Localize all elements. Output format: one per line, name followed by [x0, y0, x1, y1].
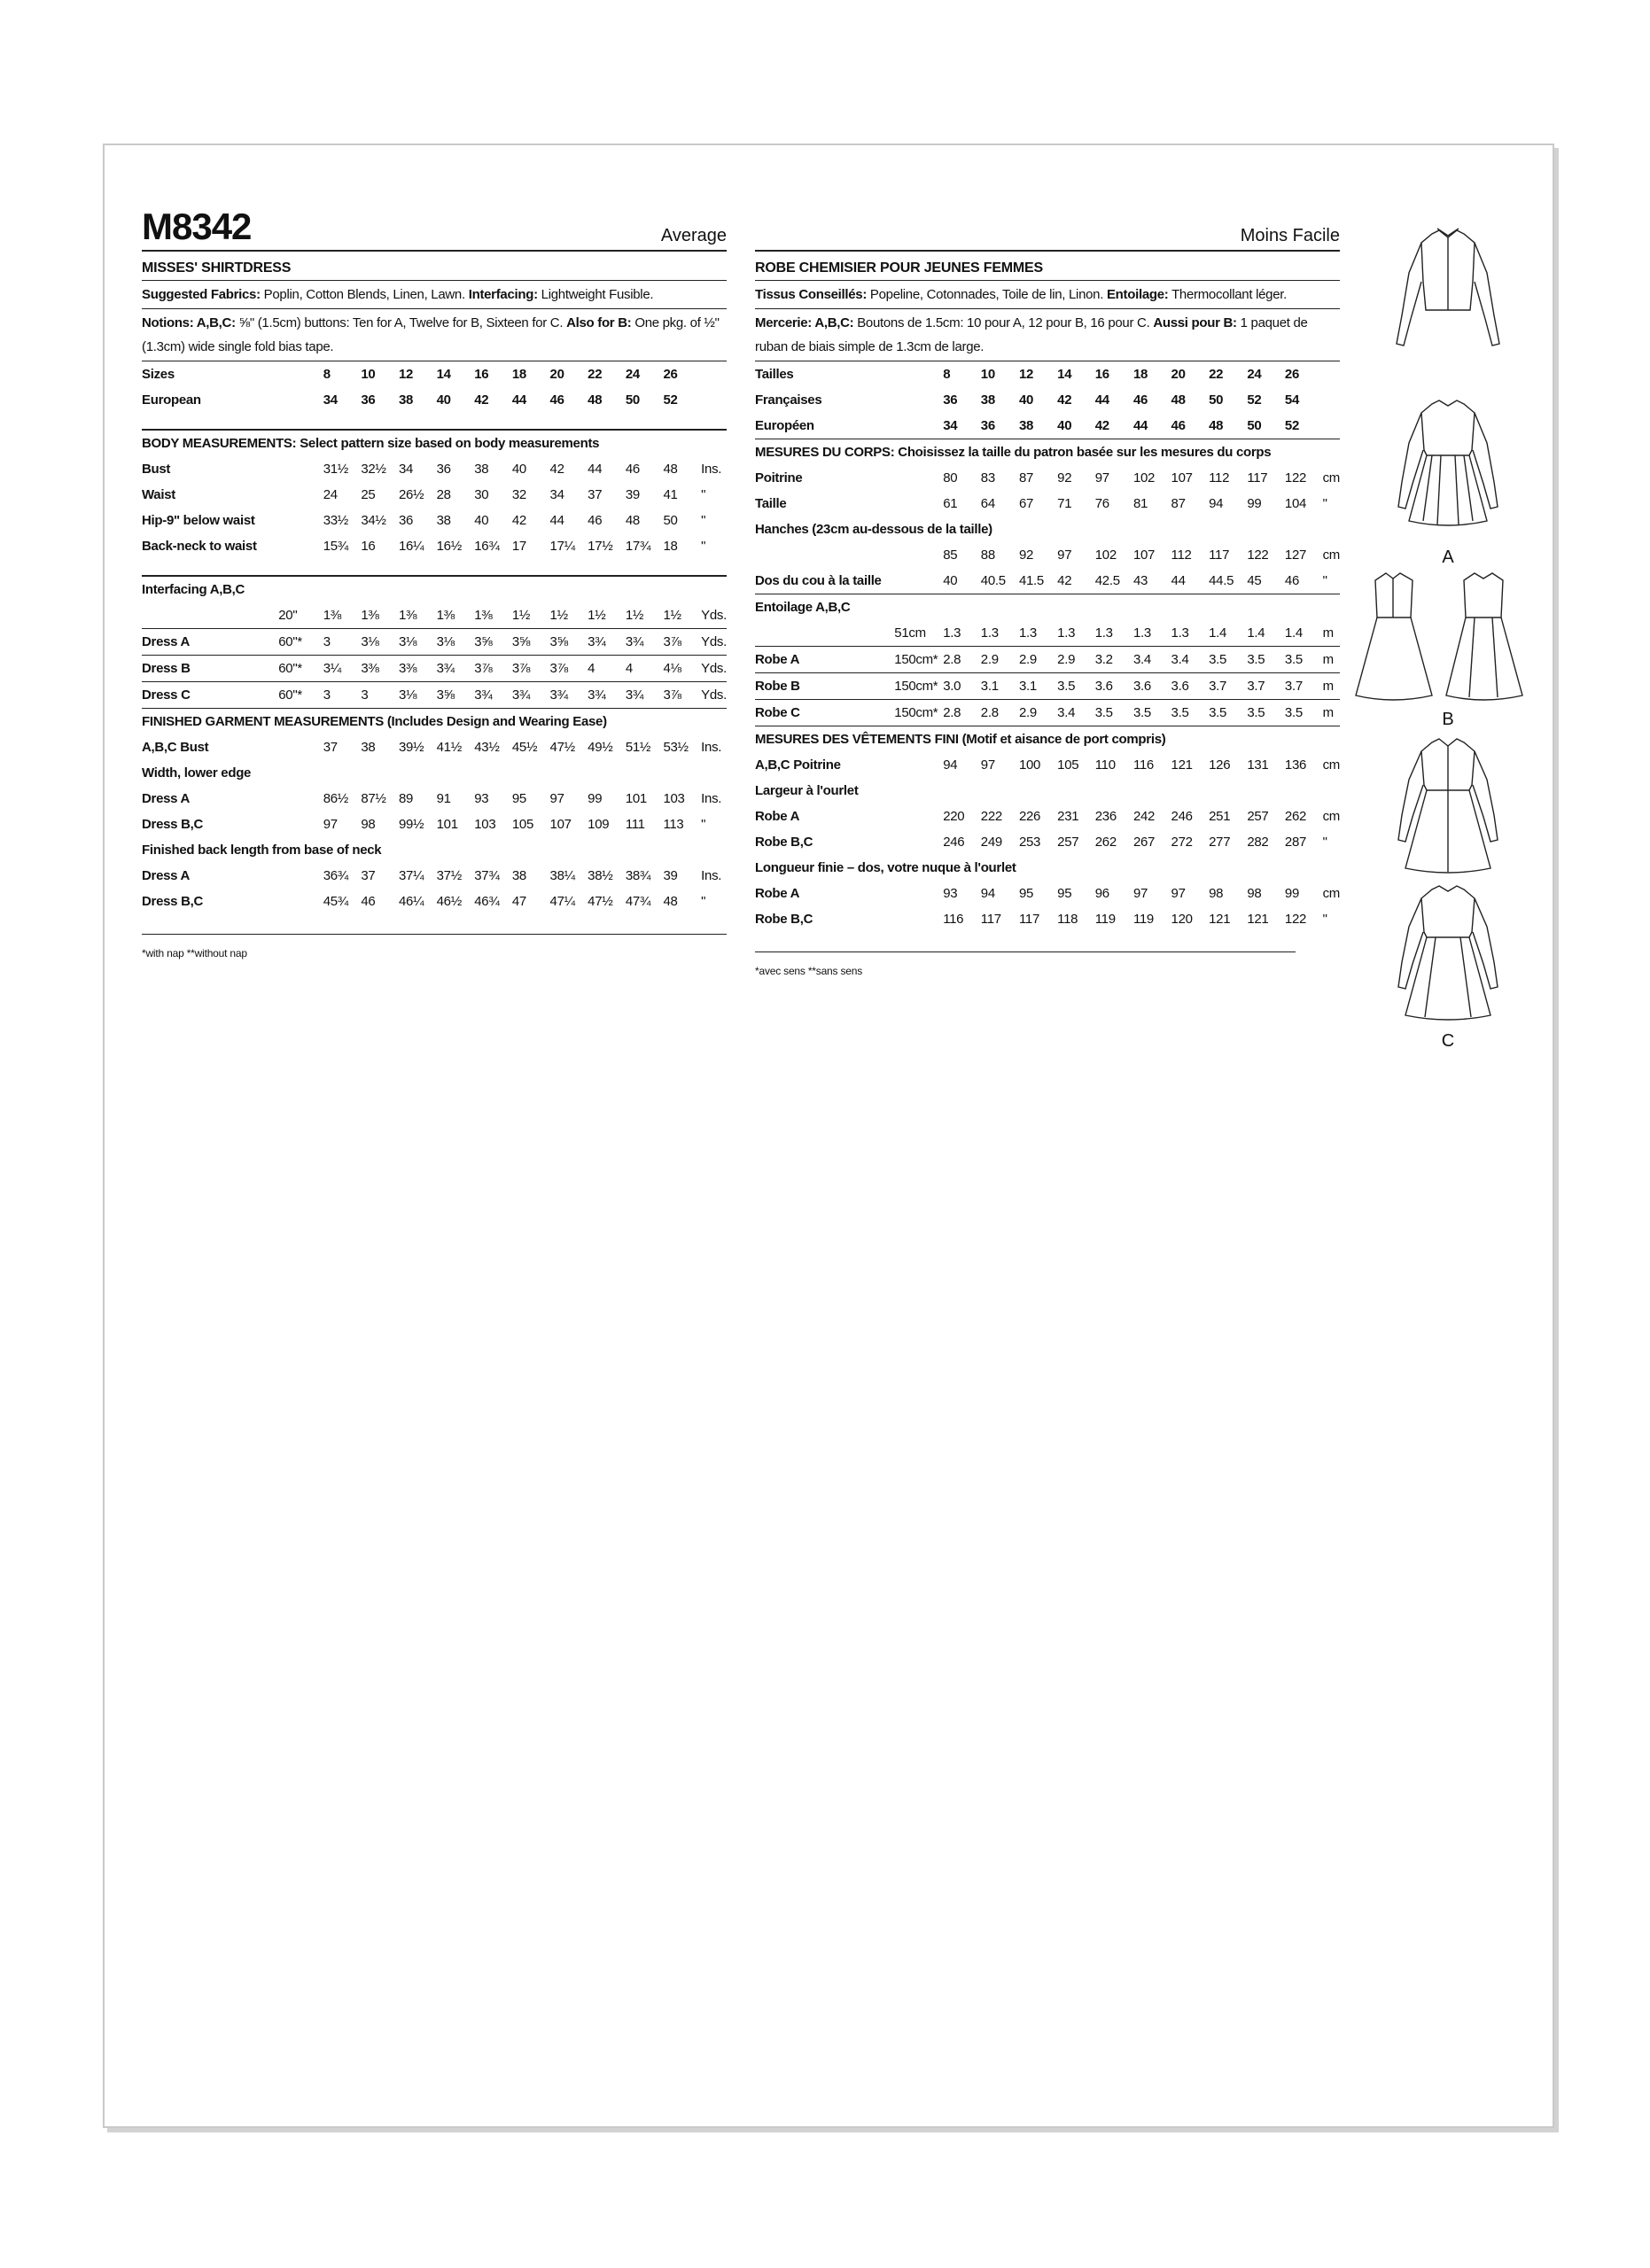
mercerie: Mercerie: A,B,C: Boutons de 1.5cm: 10 pour A, 12 pour B, 16 pour C. Aussi pour B: 1 paquet de ruban de biais simple de 1.3cm de large.	[755, 309, 1340, 361]
mesures-vetements-heading: MESURES DES VÊTEMENTS FINI (Motif et aisance de port compris)	[755, 732, 1166, 747]
width-row: Dress A 86½ 87½ 89 91 93 95 97 99 101 103 Ins.	[142, 791, 722, 806]
garment-title-fr: ROBE CHEMISIER POUR JEUNES FEMMES	[755, 252, 1340, 281]
taille-row: Taille 61 64 67 71 76 81 87 94 99 104 "	[755, 496, 1327, 511]
entoilage-row: 51cm 1.3 1.3 1.3 1.3 1.3 1.3 1.3 1.4 1.4 1.4 m	[755, 620, 1340, 647]
longueur-heading: Longueur finie – dos, votre nuque à l'ourlet	[755, 860, 1016, 875]
francaises-row: Françaises 36 38 40 42 44 46 48 50 52 54	[755, 392, 1299, 408]
length-row: Dress B,C 45¾ 46 46¼ 46½ 46¾ 47 47¼ 47½ 47¾ 48 "	[142, 894, 706, 909]
robe-yardage-row: Robe A 150cm* 2.8 2.9 2.9 2.9 3.2 3.4 3.4 3.5 3.5 3.5 m	[755, 647, 1340, 673]
finished-heading: FINISHED GARMENT MEASUREMENTS (Includes Design and Wearing Ease)	[142, 714, 607, 729]
pattern-envelope-back	[103, 144, 1554, 2128]
largeur-heading: Largeur à l'ourlet	[755, 783, 859, 798]
longueur-row: Robe A 93 94 95 95 96 97 97 98 98 99 cm	[755, 886, 1340, 901]
entoilage-heading: Entoilage A,B,C	[755, 600, 851, 615]
interfacing-heading: Interfacing A,B,C	[142, 582, 245, 597]
width-heading: Width, lower edge	[142, 765, 252, 781]
poitrine-row: Poitrine 80 83 87 92 97 102 107 112 117 122 cm	[755, 470, 1340, 485]
footnote: *with nap **without nap	[142, 947, 247, 959]
english-size-chart	[142, 361, 727, 914]
largeur-row: Robe A 220 222 226 231 236 242 246 251 257 262 cm	[755, 809, 1340, 824]
view-label-b: B	[1442, 710, 1454, 729]
french-column	[755, 209, 1340, 977]
largeur-row: Robe B,C 246 249 253 257 262 267 272 277 282 287 "	[755, 835, 1327, 850]
finished-poitrine-row: A,B,C Poitrine 94 97 100 105 110 116 121 126 131 136 cm	[755, 757, 1340, 773]
interfacing-row: 20" 1⅜ 1⅜ 1⅜ 1⅜ 1⅜ 1½ 1½ 1½ 1½ 1½ Yds.	[142, 602, 727, 629]
body-row: Waist 24 25 26½ 28 30 32 34 37 39 41 "	[142, 487, 706, 502]
pattern-code: M8342	[142, 206, 252, 247]
body-measurements-heading: BODY MEASUREMENTS: Select pattern size based on body measurements	[142, 436, 600, 451]
body-row: Hip-9" below waist 33½ 34½ 36 38 40 42 44 46 48 50 "	[142, 513, 706, 528]
garment-illustrations	[1350, 220, 1545, 1052]
footnote-fr: *avec sens **sans sens	[755, 965, 863, 977]
suggested-fabrics: Suggested Fabrics: Poplin, Cotton Blends, Linen, Lawn. Interfacing: Lightweight Fusible.	[142, 281, 727, 309]
french-size-chart	[755, 361, 1340, 932]
view-label-c: C	[1441, 1031, 1455, 1051]
english-column	[142, 206, 727, 959]
yardage-row: Dress B 60"* 3¼ 3⅜ 3⅜ 3¾ 3⅞ 3⅞ 3⅞ 4 4 4⅛ Yds.	[142, 656, 727, 682]
dress-a-back-illustration	[1350, 397, 1545, 548]
width-row: Dress B,C 97 98 99½ 101 103 105 107 109 111 113 "	[142, 817, 706, 832]
europeen-row: Européen 34 36 38 40 42 44 46 48 50 52	[755, 413, 1340, 439]
body-row: Bust 31½ 32½ 34 36 38 40 42 44 46 48 Ins.	[142, 462, 722, 477]
body-row: Back-neck to waist 15¾ 16 16¼ 16½ 16¾ 17 17¼ 17½ 17¾ 18 "	[142, 539, 706, 554]
dress-b-illustrations	[1350, 568, 1545, 710]
dress-c-front-illustration	[1350, 730, 1545, 881]
tailles-row: Tailles 8 10 12 14 16 18 20 22 24 26	[755, 367, 1299, 382]
view-label-a: A	[1442, 548, 1454, 567]
dos-row: Dos du cou à la taille 40 40.5 41.5 42 42.5 43 44 44.5 45 46 "	[755, 568, 1340, 594]
sizes-row: Sizes 8 10 12 14 16 18 20 22 24 26	[142, 367, 678, 382]
yardage-row: Dress C 60"* 3 3 3⅛ 3⅝ 3¾ 3¾ 3¾ 3¾ 3¾ 3⅞ Yds.	[142, 682, 727, 709]
hanches-row: 85 88 92 97 102 107 112 117 122 127 cm	[943, 548, 1340, 563]
finished-bust-row: A,B,C Bust 37 38 39½ 41½ 43½ 45½ 47½ 49½ 51½ 53½ Ins.	[142, 740, 722, 755]
longueur-row: Robe B,C 116 117 117 118 119 119 120 121 121 122 "	[755, 912, 1327, 927]
french-header	[755, 209, 1340, 252]
difficulty-level: Average	[660, 226, 727, 245]
difficulty-level-fr: Moins Facile	[1240, 226, 1340, 245]
european-row: European 34 36 38 40 42 44 46 48 50 52	[142, 392, 678, 408]
notions: Notions: A,B,C: ⅝" (1.5cm) buttons: Ten for A, Twelve for B, Sixteen for C. Also for B: One pkg. of ½" (1.3cm) wide single fold bias tape.	[142, 309, 727, 361]
yardage-row: Dress A 60"* 3 3⅛ 3⅛ 3⅛ 3⅝ 3⅝ 3⅝ 3¾ 3¾ 3⅞ Yds.	[142, 629, 727, 656]
hanches-heading: Hanches (23cm au-dessous de la taille)	[755, 522, 992, 537]
length-heading: Finished back length from base of neck	[142, 843, 382, 858]
robe-yardage-row: Robe B 150cm* 3.0 3.1 3.1 3.5 3.6 3.6 3.6 3.7 3.7 3.7 m	[755, 673, 1340, 700]
garment-title: MISSES' SHIRTDRESS	[142, 252, 727, 281]
length-row: Dress A 36¾ 37 37¼ 37½ 37¾ 38 38¼ 38½ 38¾ 39 Ins.	[142, 868, 722, 883]
tissus-conseilles: Tissus Conseillés: Popeline, Cotonnades, Toile de lin, Linon. Entoilage: Thermocollant léger.	[755, 281, 1340, 309]
english-header	[142, 206, 727, 252]
robe-yardage-row: Robe C 150cm* 2.8 2.8 2.9 3.4 3.5 3.5 3.5 3.5 3.5 3.5 m	[755, 700, 1340, 726]
mesures-corps-heading: MESURES DU CORPS: Choisissez la taille du patron basée sur les mesures du corps	[755, 445, 1272, 460]
dress-a-front-illustration	[1350, 220, 1545, 397]
dress-c-back-illustration	[1350, 881, 1545, 1031]
